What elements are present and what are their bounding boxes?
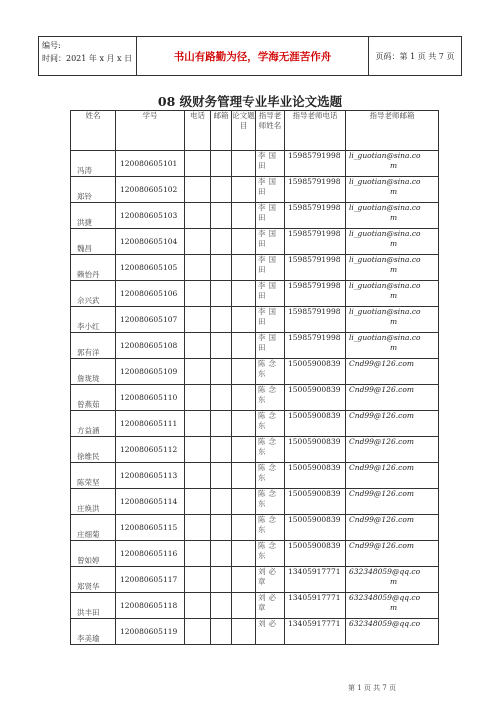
advisor-name-cell: 刘必 bbox=[256, 619, 285, 645]
student-phone-cell bbox=[185, 333, 211, 359]
advisor-name-cell: 陈念东 bbox=[256, 411, 285, 437]
advisor-email-line2: m bbox=[389, 317, 398, 326]
advisor-phone-cell: 15005900839 bbox=[285, 359, 346, 385]
advisor-phone-cell: 15985791998 bbox=[285, 177, 346, 203]
table-row bbox=[71, 489, 439, 515]
student-name-cell: 李小红 bbox=[71, 307, 116, 333]
student-email-cell bbox=[211, 307, 232, 333]
header-page-info: 页码：第 1 页 共 7 页 bbox=[375, 51, 455, 61]
advisor-email-cell bbox=[346, 541, 439, 567]
advisor-email-line2: m bbox=[389, 577, 398, 586]
thesis-title-cell bbox=[232, 177, 256, 203]
student-phone-cell bbox=[185, 359, 211, 385]
advisor-phone-cell: 13405917771 bbox=[285, 593, 346, 619]
student-id-cell: 120080605111 bbox=[116, 411, 185, 437]
advisor-phone-cell: 15005900839 bbox=[285, 541, 346, 567]
advisor-name-cell: 李国田 bbox=[256, 281, 285, 307]
student-email-cell bbox=[211, 151, 232, 177]
student-email-cell bbox=[211, 229, 232, 255]
advisor-email-line1: 632348059@qq.co bbox=[349, 619, 421, 628]
topics-table bbox=[70, 110, 439, 645]
student-email-cell bbox=[211, 619, 232, 645]
advisor-email-line2: m bbox=[389, 239, 398, 248]
advisor-email-cell bbox=[346, 281, 439, 307]
student-email-cell bbox=[211, 515, 232, 541]
student-id-cell: 120080605107 bbox=[116, 307, 185, 333]
advisor-email-line1: li_guotian@sina.co bbox=[349, 177, 421, 186]
table-row bbox=[71, 151, 439, 177]
student-id-cell: 120080605115 bbox=[116, 515, 185, 541]
student-email-cell bbox=[211, 593, 232, 619]
advisor-email-cell bbox=[346, 333, 439, 359]
student-id-cell: 120080605110 bbox=[116, 385, 185, 411]
advisor-name-cell: 陈念东 bbox=[256, 541, 285, 567]
student-id-cell: 120080605119 bbox=[116, 619, 185, 645]
advisor-phone-cell: 15005900839 bbox=[285, 437, 346, 463]
student-phone-cell bbox=[185, 463, 211, 489]
student-name-cell: 曾燕茹 bbox=[71, 385, 116, 411]
advisor-email-line1: li_guotian@sina.co bbox=[349, 229, 421, 238]
student-name-cell: 郑铃 bbox=[71, 177, 116, 203]
thesis-title-cell bbox=[232, 489, 256, 515]
advisor-name-cell: 刘必章 bbox=[256, 593, 285, 619]
student-phone-cell bbox=[185, 437, 211, 463]
advisor-email-line2: m bbox=[389, 343, 398, 352]
student-name-cell: 徐维民 bbox=[71, 437, 116, 463]
student-name-cell: 冯涛 bbox=[71, 151, 116, 177]
thesis-title-cell bbox=[232, 359, 256, 385]
advisor-name-cell: 陈念东 bbox=[256, 515, 285, 541]
advisor-email-line1: Cnd99@126.com bbox=[349, 411, 414, 420]
thesis-title-cell bbox=[232, 203, 256, 229]
advisor-email-cell bbox=[346, 619, 439, 645]
table-row bbox=[71, 203, 439, 229]
student-id-cell: 120080605109 bbox=[116, 359, 185, 385]
advisor-name-cell: 陈念东 bbox=[256, 359, 285, 385]
advisor-email-line1: Cnd99@126.com bbox=[349, 515, 414, 524]
thesis-title-cell bbox=[232, 151, 256, 177]
student-id-cell: 120080605112 bbox=[116, 437, 185, 463]
table-row bbox=[71, 463, 439, 489]
student-email-cell bbox=[211, 255, 232, 281]
advisor-email-line1: li_guotian@sina.co bbox=[349, 281, 421, 290]
doc-number-label: 编号: bbox=[42, 41, 61, 50]
advisor-phone-cell: 15005900839 bbox=[285, 463, 346, 489]
student-id-cell: 120080605102 bbox=[116, 177, 185, 203]
advisor-email-line2: m bbox=[389, 265, 398, 274]
advisor-email-line1: 632348059@qq.co bbox=[349, 567, 421, 576]
advisor-name-cell: 刘必章 bbox=[256, 567, 285, 593]
student-id-cell: 120080605103 bbox=[116, 203, 185, 229]
student-email-cell bbox=[211, 359, 232, 385]
advisor-email-line2: m bbox=[389, 187, 398, 196]
advisor-email-cell bbox=[346, 151, 439, 177]
student-name-cell: 庄焕洪 bbox=[71, 489, 116, 515]
table-row bbox=[71, 515, 439, 541]
student-phone-cell bbox=[185, 619, 211, 645]
advisor-name-cell: 陈念东 bbox=[256, 385, 285, 411]
student-id-cell: 120080605106 bbox=[116, 281, 185, 307]
student-name-cell: 陈荣坚 bbox=[71, 463, 116, 489]
advisor-email-cell bbox=[346, 177, 439, 203]
student-phone-cell bbox=[185, 515, 211, 541]
thesis-title-cell bbox=[232, 333, 256, 359]
thesis-title-cell bbox=[232, 463, 256, 489]
student-name-cell: 李美瑜 bbox=[71, 619, 116, 645]
advisor-email-line1: li_guotian@sina.co bbox=[349, 203, 421, 212]
advisor-phone-cell: 15985791998 bbox=[285, 281, 346, 307]
advisor-phone-cell: 15005900839 bbox=[285, 489, 346, 515]
advisor-email-line1: Cnd99@126.com bbox=[349, 489, 414, 498]
student-name-cell: 曾如婷 bbox=[71, 541, 116, 567]
student-phone-cell bbox=[185, 541, 211, 567]
student-phone-cell bbox=[185, 151, 211, 177]
table-header-row bbox=[71, 111, 439, 151]
advisor-email-line2: m bbox=[389, 603, 398, 612]
col-header-advisor-phone: 指导老师电话 bbox=[285, 111, 346, 151]
advisor-email-cell bbox=[346, 411, 439, 437]
advisor-email-cell bbox=[346, 307, 439, 333]
student-phone-cell bbox=[185, 255, 211, 281]
header-meta bbox=[39, 37, 137, 75]
table-row bbox=[71, 281, 439, 307]
col-header-phone: 电话 bbox=[185, 111, 211, 151]
advisor-name-cell: 李国田 bbox=[256, 255, 285, 281]
advisor-email-cell bbox=[346, 489, 439, 515]
student-email-cell bbox=[211, 203, 232, 229]
table-row bbox=[71, 177, 439, 203]
thesis-title-cell bbox=[232, 541, 256, 567]
student-name-cell: 方益涵 bbox=[71, 411, 116, 437]
advisor-email-cell bbox=[346, 385, 439, 411]
advisor-email-cell bbox=[346, 437, 439, 463]
thesis-title-cell bbox=[232, 385, 256, 411]
student-id-cell: 120080605105 bbox=[116, 255, 185, 281]
table-body bbox=[71, 151, 439, 645]
student-email-cell bbox=[211, 489, 232, 515]
advisor-phone-cell: 15985791998 bbox=[285, 333, 346, 359]
advisor-email-cell bbox=[346, 255, 439, 281]
col-header-advisor-name: 指导老师姓名 bbox=[256, 111, 285, 151]
student-id-cell: 120080605108 bbox=[116, 333, 185, 359]
table-row bbox=[71, 437, 439, 463]
thesis-title-cell bbox=[232, 229, 256, 255]
advisor-email-line2: m bbox=[389, 161, 398, 170]
advisor-email-line1: li_guotian@sina.co bbox=[349, 333, 421, 342]
table-row bbox=[71, 385, 439, 411]
thesis-title-cell bbox=[232, 619, 256, 645]
advisor-email-cell bbox=[346, 203, 439, 229]
advisor-email-line1: Cnd99@126.com bbox=[349, 385, 414, 394]
student-id-cell: 120080605101 bbox=[116, 151, 185, 177]
page-footer: 第 1 页 共 7 页 bbox=[348, 684, 397, 692]
table-row bbox=[71, 567, 439, 593]
col-header-email: 邮箱 bbox=[211, 111, 232, 151]
table-row bbox=[71, 411, 439, 437]
student-email-cell bbox=[211, 281, 232, 307]
advisor-name-cell: 陈念东 bbox=[256, 489, 285, 515]
advisor-email-line2: m bbox=[389, 291, 398, 300]
advisor-phone-cell: 15985791998 bbox=[285, 255, 346, 281]
advisor-email-cell bbox=[346, 229, 439, 255]
advisor-name-cell: 李国田 bbox=[256, 333, 285, 359]
doc-time-label: 时间：2021 年 x 月 x 日 bbox=[42, 54, 133, 63]
student-id-cell: 120080605113 bbox=[116, 463, 185, 489]
advisor-name-cell: 陈念东 bbox=[256, 463, 285, 489]
thesis-title-cell bbox=[232, 515, 256, 541]
advisor-email-line1: li_guotian@sina.co bbox=[349, 255, 421, 264]
page-header bbox=[38, 36, 462, 76]
advisor-name-cell: 陈念东 bbox=[256, 437, 285, 463]
student-email-cell bbox=[211, 385, 232, 411]
advisor-phone-cell: 15005900839 bbox=[285, 385, 346, 411]
thesis-title-cell bbox=[232, 411, 256, 437]
thesis-title-cell bbox=[232, 281, 256, 307]
student-id-cell: 120080605118 bbox=[116, 593, 185, 619]
student-phone-cell bbox=[185, 281, 211, 307]
student-email-cell bbox=[211, 437, 232, 463]
advisor-phone-cell: 13405917771 bbox=[285, 567, 346, 593]
student-phone-cell bbox=[185, 177, 211, 203]
advisor-email-cell bbox=[346, 515, 439, 541]
advisor-phone-cell: 15985791998 bbox=[285, 203, 346, 229]
advisor-name-cell: 李国田 bbox=[256, 151, 285, 177]
thesis-title-cell bbox=[232, 437, 256, 463]
page-title: 08 级财务管理专业毕业论文选题 bbox=[157, 94, 343, 109]
advisor-email-line1: Cnd99@126.com bbox=[349, 437, 414, 446]
student-phone-cell bbox=[185, 567, 211, 593]
col-header-thesis-title: 论文题目 bbox=[232, 111, 256, 151]
advisor-name-cell: 李国田 bbox=[256, 307, 285, 333]
student-phone-cell bbox=[185, 307, 211, 333]
student-name-cell: 赖怡丹 bbox=[71, 255, 116, 281]
advisor-email-line1: Cnd99@126.com bbox=[349, 541, 414, 550]
advisor-phone-cell: 15005900839 bbox=[285, 515, 346, 541]
table-row bbox=[71, 541, 439, 567]
student-id-cell: 120080605114 bbox=[116, 489, 185, 515]
advisor-phone-cell: 15985791998 bbox=[285, 229, 346, 255]
thesis-title-cell bbox=[232, 593, 256, 619]
advisor-phone-cell: 15005900839 bbox=[285, 411, 346, 437]
advisor-name-cell: 李国田 bbox=[256, 229, 285, 255]
advisor-email-cell bbox=[346, 463, 439, 489]
student-email-cell bbox=[211, 567, 232, 593]
advisor-email-cell bbox=[346, 359, 439, 385]
student-name-cell: 詹珑珑 bbox=[71, 359, 116, 385]
advisor-email-line1: Cnd99@126.com bbox=[349, 359, 414, 368]
student-name-cell: 洪丰田 bbox=[71, 593, 116, 619]
student-email-cell bbox=[211, 463, 232, 489]
table-row bbox=[71, 333, 439, 359]
student-id-cell: 120080605117 bbox=[116, 567, 185, 593]
table-row bbox=[71, 359, 439, 385]
student-email-cell bbox=[211, 541, 232, 567]
advisor-phone-cell: 15985791998 bbox=[285, 151, 346, 177]
student-phone-cell bbox=[185, 411, 211, 437]
table-row bbox=[71, 593, 439, 619]
header-slogan: 书山有路勤为径，学海无涯苦作舟 bbox=[137, 37, 369, 75]
advisor-email-line1: li_guotian@sina.co bbox=[349, 307, 421, 316]
col-header-advisor-email: 指导老师邮箱 bbox=[346, 111, 439, 151]
student-phone-cell bbox=[185, 593, 211, 619]
student-name-cell: 洪捷 bbox=[71, 203, 116, 229]
thesis-title-cell bbox=[232, 255, 256, 281]
student-phone-cell bbox=[185, 229, 211, 255]
student-phone-cell bbox=[185, 489, 211, 515]
col-header-student-id: 学号 bbox=[116, 111, 185, 151]
student-name-cell: 郭有洋 bbox=[71, 333, 116, 359]
col-header-name: 姓名 bbox=[71, 111, 116, 151]
student-phone-cell bbox=[185, 203, 211, 229]
table-row bbox=[71, 255, 439, 281]
student-email-cell bbox=[211, 177, 232, 203]
advisor-email-line2: m bbox=[389, 213, 398, 222]
student-phone-cell bbox=[185, 385, 211, 411]
advisor-name-cell: 李国田 bbox=[256, 177, 285, 203]
advisor-email-line1: Cnd99@126.com bbox=[349, 463, 414, 472]
student-name-cell: 郑贤华 bbox=[71, 567, 116, 593]
table-row bbox=[71, 619, 439, 645]
student-name-cell: 庄细菊 bbox=[71, 515, 116, 541]
advisor-email-cell bbox=[346, 593, 439, 619]
table-row bbox=[71, 229, 439, 255]
student-id-cell: 120080605104 bbox=[116, 229, 185, 255]
student-email-cell bbox=[211, 333, 232, 359]
advisor-email-line1: li_guotian@sina.co bbox=[349, 151, 421, 160]
table-row bbox=[71, 307, 439, 333]
student-id-cell: 120080605116 bbox=[116, 541, 185, 567]
student-email-cell bbox=[211, 411, 232, 437]
advisor-phone-cell: 13405917771 bbox=[285, 619, 346, 645]
advisor-email-line1: 632348059@qq.co bbox=[349, 593, 421, 602]
advisor-email-cell bbox=[346, 567, 439, 593]
student-name-cell: 佘兴武 bbox=[71, 281, 116, 307]
advisor-name-cell: 李国田 bbox=[256, 203, 285, 229]
thesis-title-cell bbox=[232, 307, 256, 333]
student-name-cell: 魏昌 bbox=[71, 229, 116, 255]
thesis-title-cell bbox=[232, 567, 256, 593]
advisor-phone-cell: 15985791998 bbox=[285, 307, 346, 333]
